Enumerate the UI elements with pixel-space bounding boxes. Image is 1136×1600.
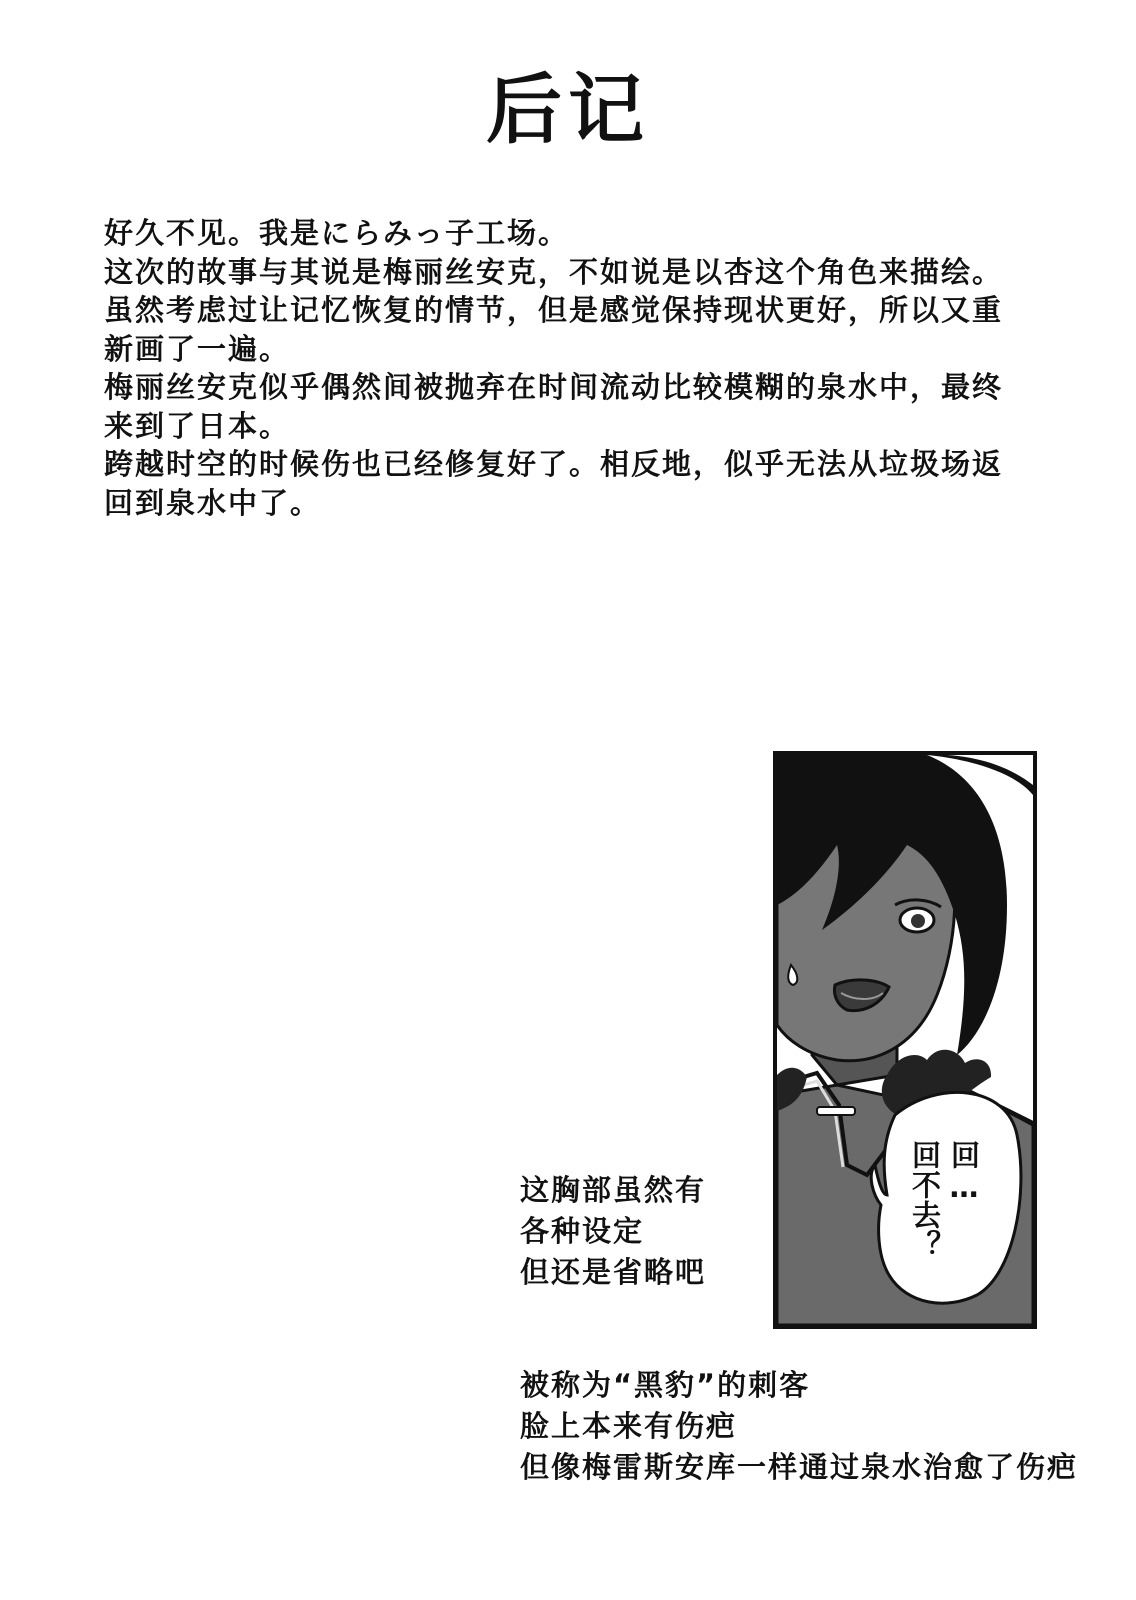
chest-note-line: 各种设定 bbox=[520, 1214, 645, 1248]
chest-note-line: 这胸部虽然有 bbox=[520, 1173, 707, 1207]
speech-bubble-column: 回… bbox=[947, 1140, 981, 1205]
assassin-note-line: 但像梅雷斯安库一样通过泉水治愈了伤疤 bbox=[520, 1450, 1079, 1484]
afterword-line: 梅丽丝安克似乎偶然间被抛弃在时间流动比较模糊的泉水中，最终 bbox=[104, 370, 1004, 404]
afterword-line: 好久不见。我是にらみっ子工场。 bbox=[104, 216, 570, 250]
speech-bubble-column: 回不去？ bbox=[908, 1140, 942, 1260]
character-illustration-panel bbox=[773, 751, 1037, 1329]
afterword-line: 新画了一遍。 bbox=[104, 331, 291, 366]
afterword-line: 虽然考虑过让记忆恢复的情节，但是感觉保持现状更好，所以又重 bbox=[104, 293, 1004, 327]
chest-note-line: 但还是省略吧 bbox=[520, 1255, 707, 1289]
afterword-line: 回到泉水中了。 bbox=[104, 485, 322, 520]
assassin-note-line: 被称为“黑豹”的刺客 bbox=[520, 1368, 811, 1402]
afterword-text bbox=[104, 214, 1064, 522]
afterword-line: 这次的故事与其说是梅丽丝安克，不如说是以杏这个角色来描绘。 bbox=[104, 254, 1004, 289]
speech-bubble-text bbox=[908, 1140, 980, 1260]
page-title: 后记 bbox=[486, 65, 650, 154]
afterword-line: 来到了日本。 bbox=[104, 408, 291, 443]
character-illustration bbox=[777, 755, 1033, 1325]
assassin-note-line: 脸上本来有伤疤 bbox=[520, 1409, 738, 1443]
afterword-line: 跨越时空的时候伤也已经修复好了。相反地，似乎无法从垃圾场返 bbox=[104, 447, 1004, 481]
chest-note bbox=[520, 1170, 706, 1293]
assassin-note bbox=[520, 1365, 1078, 1488]
